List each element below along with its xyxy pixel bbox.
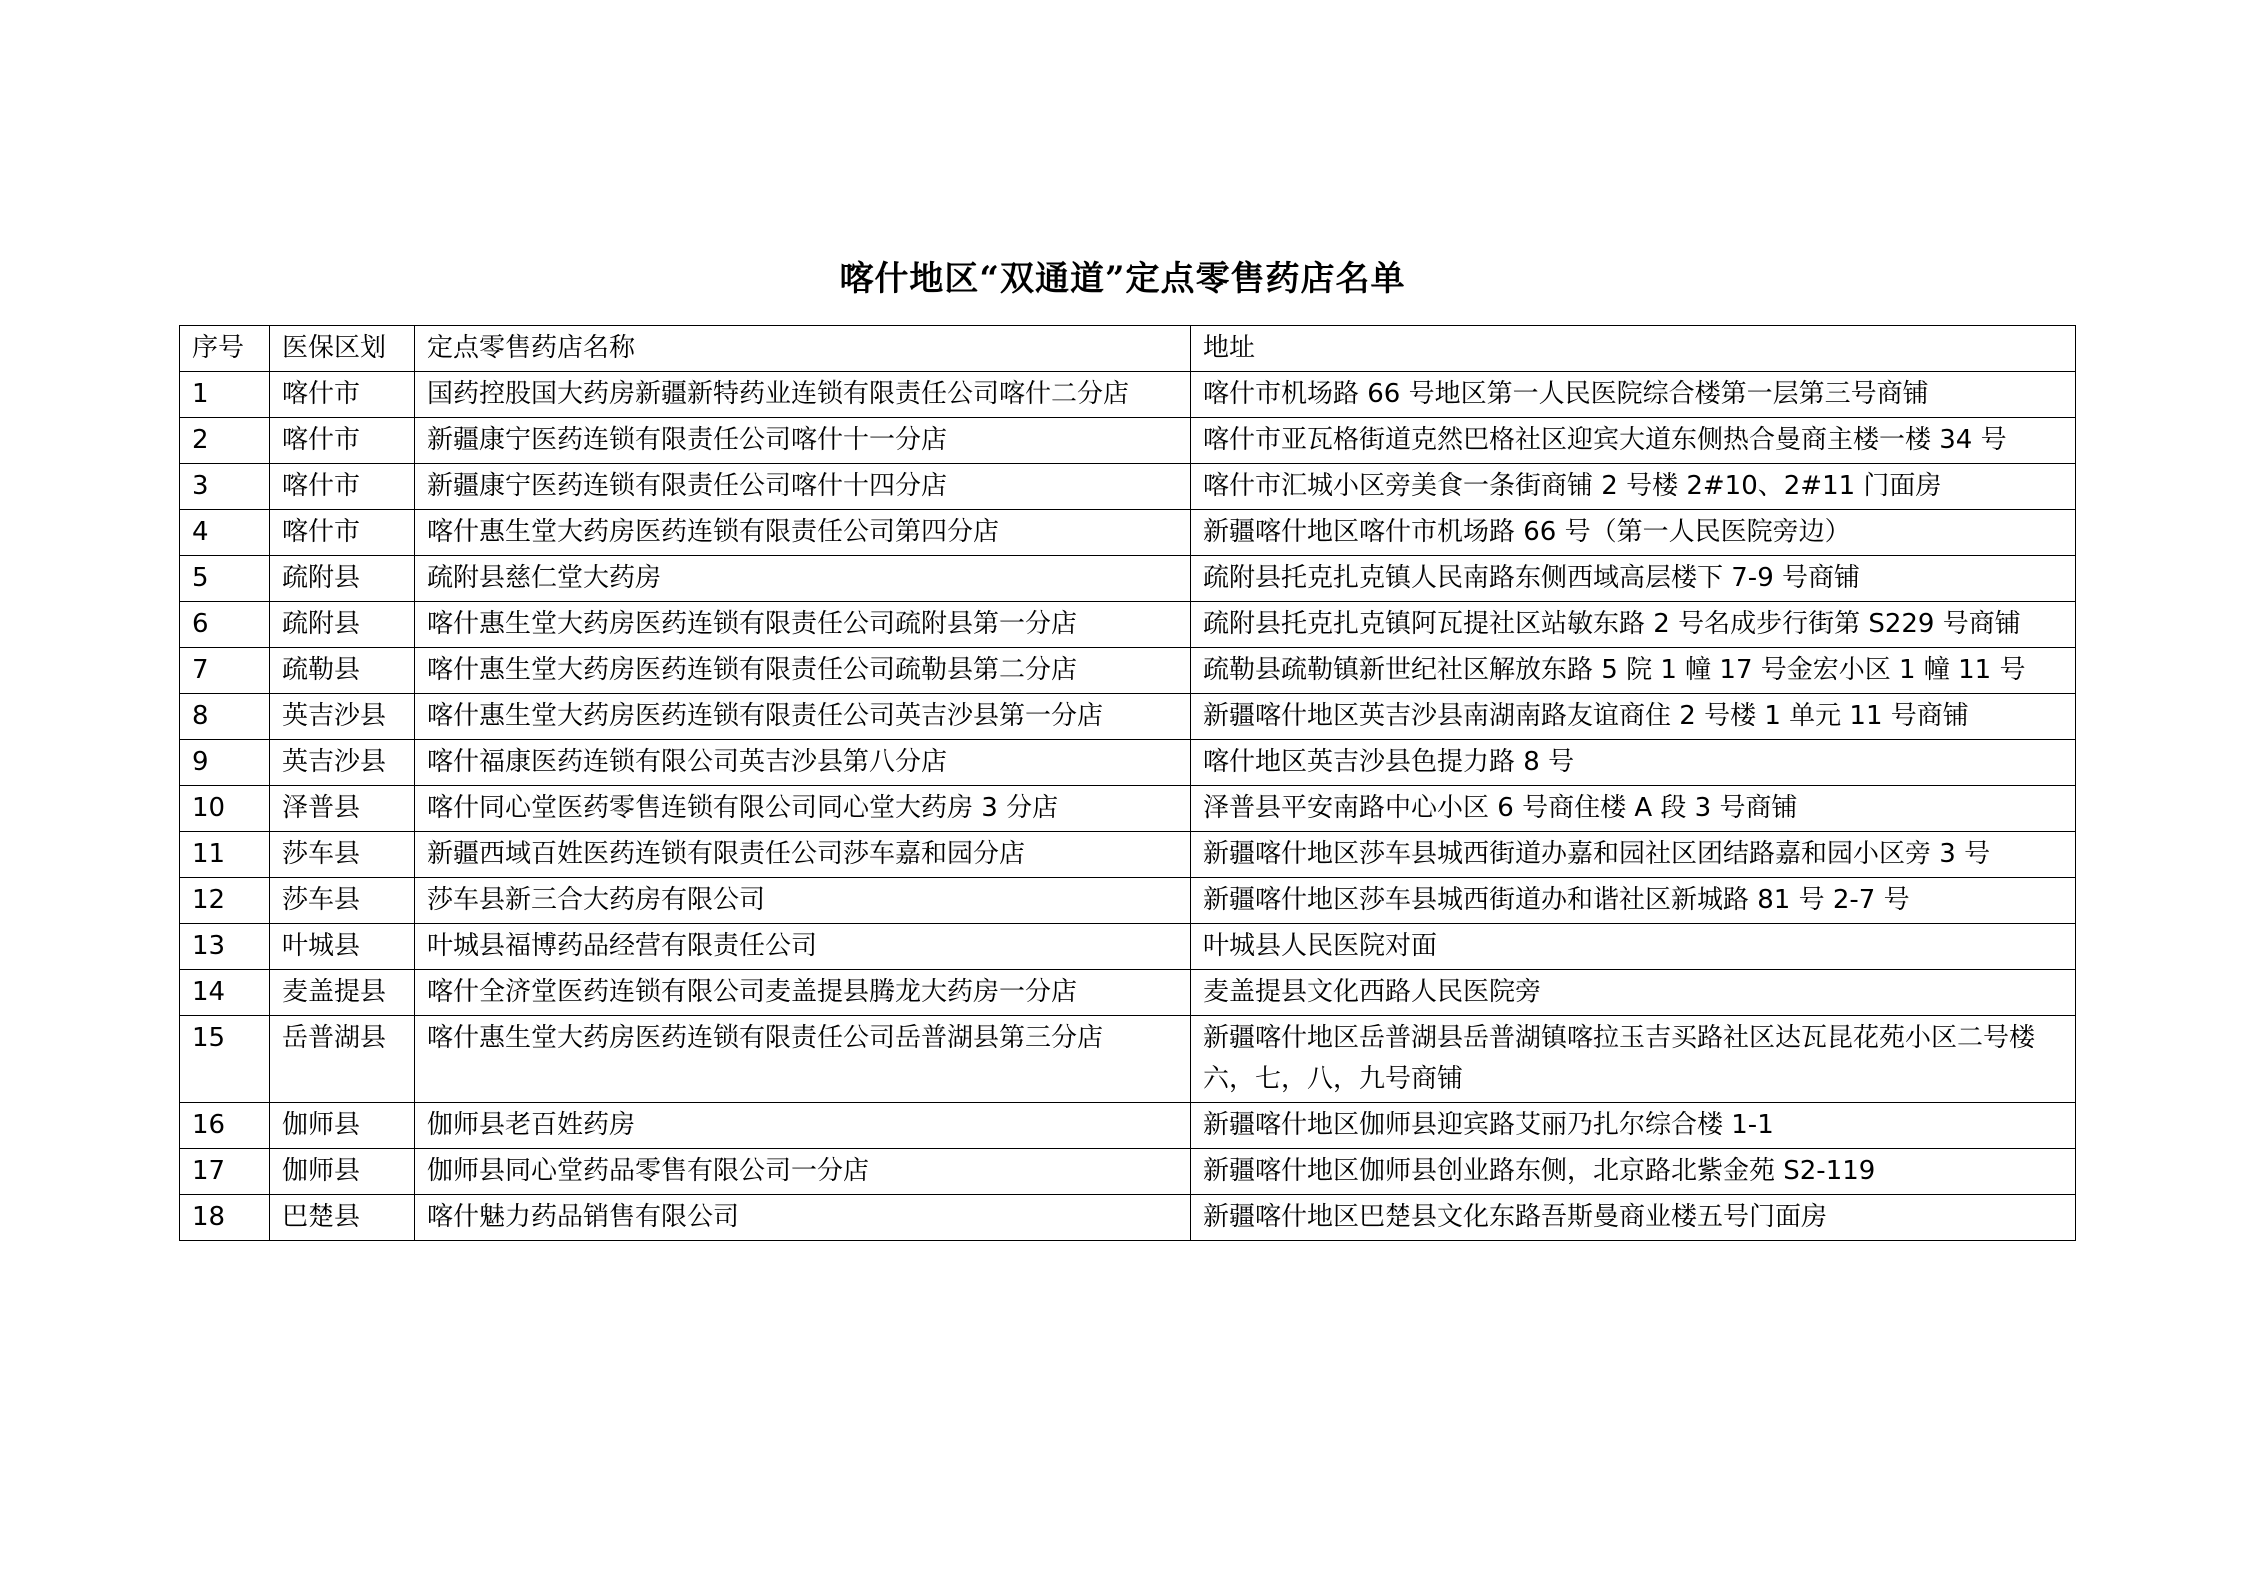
- table-row: [180, 648, 2076, 694]
- cell-region: 莎车县: [270, 878, 415, 924]
- table-row: [180, 1195, 2076, 1241]
- cell-pharmacy-name: 喀什同心堂医药零售连锁有限公司同心堂大药房 3 分店: [415, 786, 1191, 832]
- cell-address: 泽普县平安南路中心小区 6 号商住楼 A 段 3 号商铺: [1191, 786, 2076, 832]
- table-row: [180, 832, 2076, 878]
- table-row: [180, 372, 2076, 418]
- cell-region: 喀什市: [270, 464, 415, 510]
- cell-pharmacy-name: 疏附县慈仁堂大药房: [415, 556, 1191, 602]
- cell-region: 英吉沙县: [270, 740, 415, 786]
- cell-region: 英吉沙县: [270, 694, 415, 740]
- cell-pharmacy-name: 莎车县新三合大药房有限公司: [415, 878, 1191, 924]
- table-row: [180, 1149, 2076, 1195]
- cell-address: 喀什地区英吉沙县色提力路 8 号: [1191, 740, 2076, 786]
- table-row: [180, 786, 2076, 832]
- cell-pharmacy-name: 新疆康宁医药连锁有限责任公司喀什十一分店: [415, 418, 1191, 464]
- cell-pharmacy-name: 叶城县福博药品经营有限责任公司: [415, 924, 1191, 970]
- table-row: [180, 602, 2076, 648]
- cell-pharmacy-name: 国药控股国大药房新疆新特药业连锁有限责任公司喀什二分店: [415, 372, 1191, 418]
- cell-address: 新疆喀什地区伽师县迎宾路艾丽乃扎尔综合楼 1-1: [1191, 1103, 2076, 1149]
- cell-index: 8: [180, 694, 270, 740]
- cell-region: 疏勒县: [270, 648, 415, 694]
- cell-region: 麦盖提县: [270, 970, 415, 1016]
- cell-address: 新疆喀什地区莎车县城西街道办嘉和园社区团结路嘉和园小区旁 3 号: [1191, 832, 2076, 878]
- cell-pharmacy-name: 新疆西域百姓医药连锁有限责任公司莎车嘉和园分店: [415, 832, 1191, 878]
- cell-region: 叶城县: [270, 924, 415, 970]
- cell-pharmacy-name: 喀什全济堂医药连锁有限公司麦盖提县腾龙大药房一分店: [415, 970, 1191, 1016]
- cell-pharmacy-name: 喀什福康医药连锁有限公司英吉沙县第八分店: [415, 740, 1191, 786]
- table-row: [180, 556, 2076, 602]
- cell-region: 喀什市: [270, 372, 415, 418]
- table-row: [180, 740, 2076, 786]
- cell-address: 疏勒县疏勒镇新世纪社区解放东路 5 院 1 幢 17 号金宏小区 1 幢 11 号: [1191, 648, 2076, 694]
- cell-index: 18: [180, 1195, 270, 1241]
- cell-address: 喀什市亚瓦格街道克然巴格社区迎宾大道东侧热合曼商主楼一楼 34 号: [1191, 418, 2076, 464]
- cell-pharmacy-name: 伽师县同心堂药品零售有限公司一分店: [415, 1149, 1191, 1195]
- cell-region: 疏附县: [270, 556, 415, 602]
- cell-index: 11: [180, 832, 270, 878]
- table-row: [180, 418, 2076, 464]
- cell-index: 1: [180, 372, 270, 418]
- cell-index: 2: [180, 418, 270, 464]
- cell-address: 新疆喀什地区英吉沙县南湖南路友谊商住 2 号楼 1 单元 11 号商铺: [1191, 694, 2076, 740]
- cell-region: 莎车县: [270, 832, 415, 878]
- table-row: [180, 878, 2076, 924]
- header-cell-index: 序号: [180, 326, 270, 372]
- pharmacy-table: [179, 325, 2076, 1241]
- cell-address: 疏附县托克扎克镇阿瓦提社区站敏东路 2 号名成步行街第 S229 号商铺: [1191, 602, 2076, 648]
- cell-address: 新疆喀什地区伽师县创业路东侧，北京路北紫金苑 S2-119: [1191, 1149, 2076, 1195]
- cell-address: 新疆喀什地区岳普湖县岳普湖镇喀拉玉吉买路社区达瓦昆花苑小区二号楼六，七，八，九号商铺: [1191, 1016, 2076, 1103]
- cell-pharmacy-name: 喀什魅力药品销售有限公司: [415, 1195, 1191, 1241]
- table-row: [180, 1016, 2076, 1103]
- cell-index: 9: [180, 740, 270, 786]
- cell-address: 新疆喀什地区喀什市机场路 66 号（第一人民医院旁边）: [1191, 510, 2076, 556]
- cell-pharmacy-name: 新疆康宁医药连锁有限责任公司喀什十四分店: [415, 464, 1191, 510]
- cell-index: 16: [180, 1103, 270, 1149]
- cell-index: 17: [180, 1149, 270, 1195]
- cell-pharmacy-name: 喀什惠生堂大药房医药连锁有限责任公司英吉沙县第一分店: [415, 694, 1191, 740]
- header-cell-pharmacy-name: 定点零售药店名称: [415, 326, 1191, 372]
- cell-index: 3: [180, 464, 270, 510]
- cell-region: 喀什市: [270, 510, 415, 556]
- table-row: [180, 1103, 2076, 1149]
- cell-region: 岳普湖县: [270, 1016, 415, 1103]
- document-title: 喀什地区“双通道”定点零售药店名单: [839, 259, 1406, 299]
- cell-address: 麦盖提县文化西路人民医院旁: [1191, 970, 2076, 1016]
- cell-region: 泽普县: [270, 786, 415, 832]
- table-row: [180, 694, 2076, 740]
- cell-address: 喀什市汇城小区旁美食一条街商铺 2 号楼 2#10、2#11 门面房: [1191, 464, 2076, 510]
- cell-address: 新疆喀什地区莎车县城西街道办和谐社区新城路 81 号 2-7 号: [1191, 878, 2076, 924]
- table-row: [180, 464, 2076, 510]
- cell-address: 新疆喀什地区巴楚县文化东路吾斯曼商业楼五号门面房: [1191, 1195, 2076, 1241]
- cell-address: 叶城县人民医院对面: [1191, 924, 2076, 970]
- cell-pharmacy-name: 伽师县老百姓药房: [415, 1103, 1191, 1149]
- cell-pharmacy-name: 喀什惠生堂大药房医药连锁有限责任公司第四分店: [415, 510, 1191, 556]
- table-row: [180, 970, 2076, 1016]
- cell-index: 7: [180, 648, 270, 694]
- cell-pharmacy-name: 喀什惠生堂大药房医药连锁有限责任公司岳普湖县第三分店: [415, 1016, 1191, 1103]
- cell-index: 14: [180, 970, 270, 1016]
- cell-pharmacy-name: 喀什惠生堂大药房医药连锁有限责任公司疏附县第一分店: [415, 602, 1191, 648]
- header-cell-address: 地址: [1191, 326, 2076, 372]
- cell-index: 5: [180, 556, 270, 602]
- cell-region: 伽师县: [270, 1103, 415, 1149]
- header-cell-region: 医保区划: [270, 326, 415, 372]
- table-header-row: [180, 326, 2076, 372]
- cell-index: 4: [180, 510, 270, 556]
- cell-pharmacy-name: 喀什惠生堂大药房医药连锁有限责任公司疏勒县第二分店: [415, 648, 1191, 694]
- cell-index: 15: [180, 1016, 270, 1103]
- cell-region: 喀什市: [270, 418, 415, 464]
- cell-region: 疏附县: [270, 602, 415, 648]
- cell-address: 喀什市机场路 66 号地区第一人民医院综合楼第一层第三号商铺: [1191, 372, 2076, 418]
- cell-region: 伽师县: [270, 1149, 415, 1195]
- table-row: [180, 510, 2076, 556]
- cell-region: 巴楚县: [270, 1195, 415, 1241]
- table-row: [180, 924, 2076, 970]
- cell-index: 6: [180, 602, 270, 648]
- cell-address: 疏附县托克扎克镇人民南路东侧西域高层楼下 7-9 号商铺: [1191, 556, 2076, 602]
- cell-index: 12: [180, 878, 270, 924]
- cell-index: 13: [180, 924, 270, 970]
- cell-index: 10: [180, 786, 270, 832]
